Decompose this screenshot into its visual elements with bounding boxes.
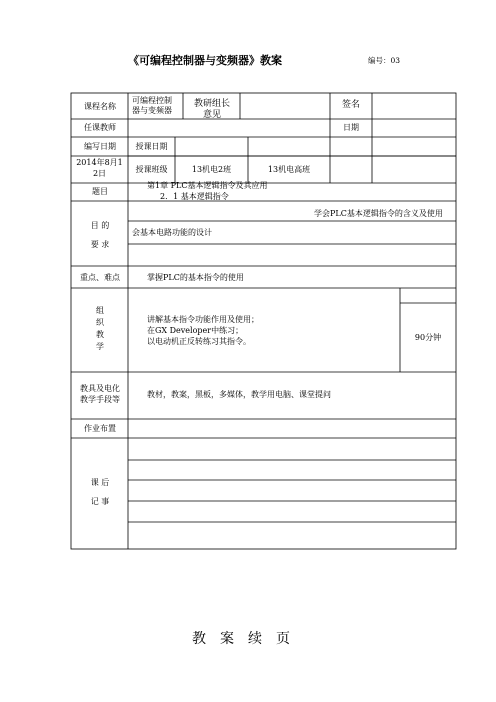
- sign-label: 签名: [341, 100, 360, 110]
- class-value-1: 13机电2班: [191, 165, 232, 174]
- org-label-2: 织: [96, 318, 104, 327]
- topic-label: 题目: [92, 187, 108, 196]
- course-name-value-line2: 器与变频器: [132, 106, 172, 115]
- write-date-value-line1: 2014年8月1: [76, 158, 123, 167]
- continuation-page-heading: 教案续页: [192, 631, 304, 647]
- goals-line2: 会基本电路功能的设计: [132, 228, 212, 237]
- write-date-value-line2: 2日: [92, 169, 107, 178]
- tools-label-line2: 教学手段等: [80, 395, 120, 404]
- document-title: 《可编程控制器与变频器》教案: [128, 54, 282, 67]
- teacher-label: 任课教师: [84, 123, 116, 132]
- topic-line2: 2．1 基本逻辑指令: [160, 192, 229, 201]
- notes-label-line2: 记 事: [90, 497, 110, 506]
- document-code: 编号：03: [368, 56, 401, 65]
- org-line-1: 讲解基本指令功能作用及使用；: [147, 315, 259, 324]
- org-line-2: 在GX Developer中练习；: [147, 326, 244, 335]
- teach-date-label: 授课日期: [135, 142, 168, 151]
- write-date-label: 编写日期: [84, 142, 116, 151]
- org-line-3: 以电动机正反转练习其指令。: [147, 337, 251, 346]
- org-label-1: 组: [96, 306, 104, 315]
- goals-label-line2: 要 求: [90, 240, 110, 249]
- course-name-label: 课程名称: [84, 102, 116, 111]
- goals-label-line1: 目 的: [90, 221, 110, 230]
- class-value-2: 13机电高班: [267, 165, 311, 174]
- review-label-line2: 意见: [202, 110, 221, 120]
- org-duration: 90分钟: [414, 333, 442, 342]
- topic-line1: 第1章 PLC基本逻辑指令及其应用: [147, 181, 268, 190]
- course-name-value-line1: 可编程控制: [132, 96, 172, 105]
- homework-label: 作业布置: [84, 424, 116, 433]
- key-points-value: 掌握PLC的基本指令的使用: [147, 273, 244, 282]
- org-label-3: 教: [96, 330, 104, 339]
- date-label: 日期: [343, 123, 359, 132]
- tools-label-line1: 教具及电化: [80, 384, 120, 393]
- class-label: 授课班级: [135, 165, 168, 174]
- tools-value: 教材，教案，黑板，多媒体，教学用电脑、课堂提问: [147, 390, 331, 399]
- goals-line1: 学会PLC基本逻辑指令的含义及使用: [314, 209, 443, 218]
- review-label-line1: 教研组长: [193, 99, 230, 109]
- key-points-label: 重点、难点: [80, 273, 120, 282]
- notes-label-line1: 课 后: [90, 478, 110, 487]
- org-label-4: 学: [96, 342, 104, 351]
